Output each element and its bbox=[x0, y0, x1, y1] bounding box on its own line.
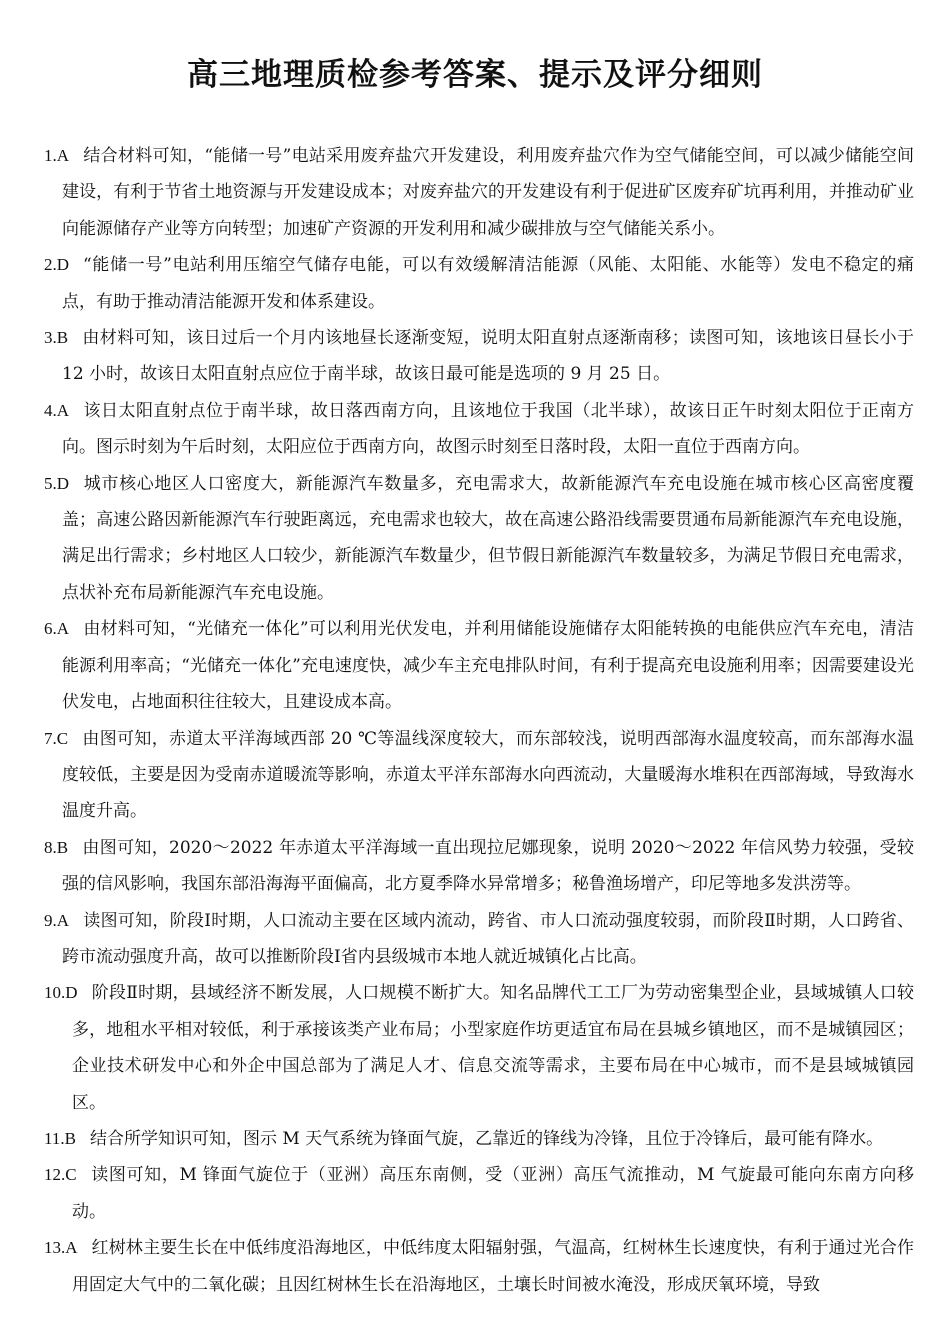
answer-item-6 bbox=[44, 611, 914, 720]
item-number: 5. bbox=[44, 473, 57, 493]
item-number: 6. bbox=[44, 619, 57, 639]
answer-key: A bbox=[65, 1238, 78, 1258]
explanation-text: 城市核心地区人口密度大，新能源汽车数量多，充电需求大，故新能源汽车充电设施在城市核心区高密度覆盖；高速公路因新能源汽车行驶距离远，充电需求也较大，故在高速公路沿线需要贯通布局新能源汽车充电设施，满足出行需求；乡村地区人口较少，新能源汽车数量少，但节假日新能源汽车数量较多，为满足节假日充电需求，点状补充布局新能源汽车充电设施。 bbox=[62, 473, 914, 603]
item-number: 13. bbox=[44, 1238, 66, 1258]
explanation-text: 由材料可知，“光储充一体化”可以利用光伏发电，并利用储能设施储存太阳能转换的电能供应汽车充电，清洁能源利用率高；“光储充一体化”充电速度快，减少车主充电排队时间，有利于提高充电设施利用率；因需要建设光伏发电，占地面积往往较大，且建设成本高。 bbox=[62, 619, 914, 713]
answer-key: A bbox=[56, 146, 70, 165]
item-number: 12. bbox=[44, 1165, 66, 1185]
explanation-text: “能储一号”电站利用压缩空气储存电能，可以有效缓解清洁能源（风能、太阳能、水能等）发电不稳定的痛点，有助于推动清洁能源开发和体系建设。 bbox=[62, 255, 914, 312]
answer-key: B bbox=[56, 837, 69, 857]
explanation-text: 由图可知，赤道太平洋海域西部 20 ℃等温线深度较大，而东部较浅，说明西部海水温度较高，而东部海水温度较低，主要是因为受南赤道暖流等影响，赤道太平洋东部海水向西流动，大量暖海水堆积在西部海域，导致海水温度升高。 bbox=[62, 728, 914, 822]
explanation-text: 由图可知，2020～2022 年赤道太平洋海域一直出现拉尼娜现象，说明 2020～2022 年信风势力较强，受较强的信风影响，我国东部沿海海平面偏高，北方夏季降水异常增多；秘鲁渔场增产，印尼等地多发洪涝等。 bbox=[62, 837, 914, 895]
answer-item-9 bbox=[44, 903, 914, 976]
explanation-text: 结合材料可知，“能储一号”电站采用废弃盐穴开发建设，利用废弃盐穴作为空气储能空间，可以减少储能空间建设，有利于节省土地资源与开发建设成本；对废弃盐穴的开发建设有利于促进矿区废弃矿坑再利用，并推动矿业向能源储存产业等方向转型；加速矿产资源的开发利用和减少碳排放与空气储能关系小。 bbox=[62, 146, 914, 239]
explanation-text: 该日太阳直射点位于南半球，故日落西南方向，且该地位于我国（北半球），故该日正午时刻太阳位于正南方向。图示时刻为午后时刻，太阳应位于西南方向，故图示时刻至日落时段，太阳一直位于西南方向。 bbox=[62, 400, 914, 458]
answer-item-2 bbox=[44, 247, 914, 320]
explanation-text: 读图可知，阶段Ⅰ时期，人口流动主要在区域内流动，跨省、市人口流动强度较弱，而阶段Ⅱ时期，人口跨省、跨市流动强度升高，故可以推断阶段Ⅰ省内县级城市本地人就近城镇化占比高。 bbox=[62, 910, 914, 967]
answer-key: B bbox=[56, 328, 69, 348]
answer-key: D bbox=[56, 255, 70, 275]
answer-key: C bbox=[56, 728, 69, 748]
explanation-text: 红树林主要生长在中低纬度沿海地区，中低纬度太阳辐射强，气温高，红树林生长速度快，有利于通过光合作用固定大气中的二氧化碳；且因红树林生长在沿海地区，土壤长时间被水淹没，形成厌氧环境，导致 bbox=[72, 1238, 914, 1295]
item-number: 9. bbox=[44, 910, 57, 930]
explanation-text: 结合所学知识可知，图示 M 天气系统为锋面气旋，乙靠近的锋线为冷锋，且位于冷锋后，最可能有降水。 bbox=[89, 1128, 884, 1149]
answer-item-4 bbox=[44, 393, 914, 466]
item-number: 7. bbox=[44, 728, 57, 748]
answer-item-7 bbox=[44, 721, 914, 830]
answer-list bbox=[44, 138, 914, 1303]
answer-item-5 bbox=[44, 466, 914, 612]
explanation-text: 阶段Ⅱ时期，县域经济不断发展，人口规模不断扩大。知名品牌代工工厂为劳动密集型企业，县域城镇人口较多，地租水平相对较低，利于承接该类产业布局；小型家庭作坊更适宜布局在县城乡镇地区，而不是城镇园区；企业技术研发中心和外企中国总部为了满足人才、信息交流等需求，主要布局在中心城市，而不是县域城镇园区。 bbox=[72, 983, 914, 1113]
answer-item-8 bbox=[44, 830, 914, 903]
answer-key: A bbox=[56, 400, 70, 420]
item-number: 2. bbox=[44, 255, 57, 275]
answer-item-3 bbox=[44, 320, 914, 393]
document-title: 高三地理质检参考答案、提示及评分细则 bbox=[187, 57, 763, 93]
answer-key: C bbox=[65, 1165, 77, 1185]
item-number: 4. bbox=[44, 400, 57, 420]
item-number: 11. bbox=[44, 1128, 65, 1148]
item-number: 3. bbox=[44, 328, 57, 348]
answer-item-1 bbox=[44, 138, 914, 247]
answer-key: A bbox=[56, 910, 70, 930]
answer-key: A bbox=[56, 619, 70, 639]
item-number: 1. bbox=[44, 146, 57, 165]
answer-key: D bbox=[65, 983, 78, 1003]
answer-key: B bbox=[64, 1128, 76, 1148]
answer-item-13 bbox=[44, 1230, 914, 1303]
answer-item-11 bbox=[44, 1121, 914, 1157]
answer-item-12 bbox=[44, 1157, 914, 1230]
answer-key: D bbox=[56, 473, 70, 493]
explanation-text: 由材料可知，该日过后一个月内该地昼长逐渐变短，说明太阳直射点逐渐南移；读图可知，该地该日昼长小于 12 小时，故该日太阳直射点应位于南半球，故该日最可能是选项的 9 月 25 日。 bbox=[62, 328, 914, 385]
item-number: 10. bbox=[44, 983, 66, 1003]
item-number: 8. bbox=[44, 837, 57, 857]
explanation-text: 读图可知，M 锋面气旋位于（亚洲）高压东南侧，受（亚洲）高压气流推动，M 气旋最可能向东南方向移动。 bbox=[72, 1165, 914, 1222]
answer-item-10 bbox=[44, 975, 914, 1121]
